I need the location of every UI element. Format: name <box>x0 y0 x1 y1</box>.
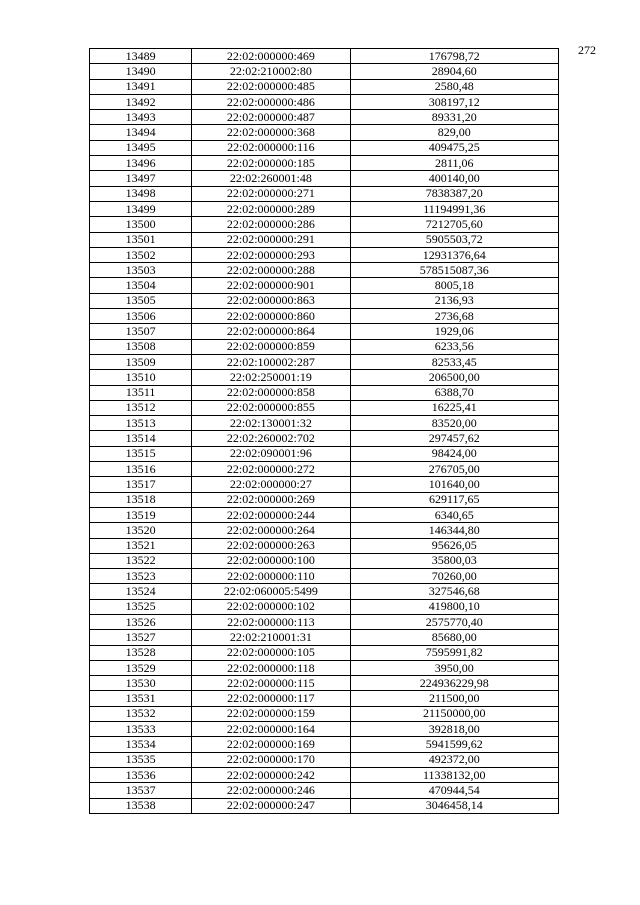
cadastral-number-cell: 22:02:000000:858 <box>192 385 350 400</box>
cadastral-number-cell: 22:02:000000:263 <box>192 538 350 553</box>
row-number-cell: 13499 <box>90 201 192 216</box>
row-number-cell: 13489 <box>90 49 192 64</box>
value-cell: 35800,03 <box>350 553 558 568</box>
value-cell: 327546,68 <box>350 584 558 599</box>
row-number-cell: 13508 <box>90 339 192 354</box>
table-row <box>90 446 559 461</box>
row-number-cell: 13498 <box>90 186 192 201</box>
table-row <box>90 462 559 477</box>
register-table <box>89 48 559 814</box>
table-row <box>90 660 559 675</box>
row-number-cell: 13535 <box>90 752 192 767</box>
cadastral-number-cell: 22:02:000000:113 <box>192 614 350 629</box>
cadastral-number-cell: 22:02:000000:185 <box>192 156 350 171</box>
value-cell: 83520,00 <box>350 416 558 431</box>
row-number-cell: 13517 <box>90 477 192 492</box>
row-number-cell: 13495 <box>90 140 192 155</box>
table-row <box>90 140 559 155</box>
row-number-cell: 13491 <box>90 79 192 94</box>
value-cell: 2811,06 <box>350 156 558 171</box>
value-cell: 3046458,14 <box>350 798 558 813</box>
cadastral-number-cell: 22:02:000000:170 <box>192 752 350 767</box>
cadastral-number-cell: 22:02:000000:115 <box>192 676 350 691</box>
value-cell: 95626,05 <box>350 538 558 553</box>
table-row <box>90 538 559 553</box>
cadastral-number-cell: 22:02:250001:19 <box>192 370 350 385</box>
table-row <box>90 798 559 813</box>
row-number-cell: 13511 <box>90 385 192 400</box>
table-row <box>90 645 559 660</box>
row-number-cell: 13531 <box>90 691 192 706</box>
cadastral-number-cell: 22:02:260002:702 <box>192 431 350 446</box>
value-cell: 12931376,64 <box>350 247 558 262</box>
row-number-cell: 13502 <box>90 247 192 262</box>
value-cell: 6388,70 <box>350 385 558 400</box>
cadastral-number-cell: 22:02:000000:864 <box>192 324 350 339</box>
table-row <box>90 217 559 232</box>
cadastral-number-cell: 22:02:000000:901 <box>192 278 350 293</box>
table-row <box>90 110 559 125</box>
cadastral-number-cell: 22:02:000000:859 <box>192 339 350 354</box>
value-cell: 392818,00 <box>350 722 558 737</box>
table-row <box>90 752 559 767</box>
row-number-cell: 13492 <box>90 94 192 109</box>
row-number-cell: 13506 <box>90 309 192 324</box>
row-number-cell: 13534 <box>90 737 192 752</box>
cadastral-number-cell: 22:02:000000:244 <box>192 507 350 522</box>
value-cell: 21150000,00 <box>350 706 558 721</box>
table-row <box>90 385 559 400</box>
cadastral-number-cell: 22:02:000000:242 <box>192 767 350 782</box>
row-number-cell: 13533 <box>90 722 192 737</box>
cadastral-number-cell: 22:02:000000:100 <box>192 553 350 568</box>
table-row <box>90 247 559 262</box>
table-row <box>90 339 559 354</box>
value-cell: 70260,00 <box>350 569 558 584</box>
table-row <box>90 507 559 522</box>
value-cell: 6340,65 <box>350 507 558 522</box>
row-number-cell: 13513 <box>90 416 192 431</box>
table-row <box>90 354 559 369</box>
value-cell: 3950,00 <box>350 660 558 675</box>
cadastral-number-cell: 22:02:000000:102 <box>192 599 350 614</box>
row-number-cell: 13493 <box>90 110 192 125</box>
row-number-cell: 13524 <box>90 584 192 599</box>
row-number-cell: 13501 <box>90 232 192 247</box>
table-row <box>90 309 559 324</box>
cadastral-number-cell: 22:02:090001:96 <box>192 446 350 461</box>
cadastral-number-cell: 22:02:000000:487 <box>192 110 350 125</box>
cadastral-number-cell: 22:02:000000:485 <box>192 79 350 94</box>
value-cell: 7838387,20 <box>350 186 558 201</box>
cadastral-number-cell: 22:02:000000:117 <box>192 691 350 706</box>
table-row <box>90 783 559 798</box>
table-row <box>90 232 559 247</box>
table-row <box>90 293 559 308</box>
page-number: 272 <box>578 43 596 57</box>
value-cell: 400140,00 <box>350 171 558 186</box>
table-row <box>90 630 559 645</box>
cadastral-number-cell: 22:02:000000:286 <box>192 217 350 232</box>
value-cell: 2580,48 <box>350 79 558 94</box>
cadastral-number-cell: 22:02:210001:31 <box>192 630 350 645</box>
row-number-cell: 13529 <box>90 660 192 675</box>
value-cell: 146344,80 <box>350 523 558 538</box>
value-cell: 419800,10 <box>350 599 558 614</box>
row-number-cell: 13516 <box>90 462 192 477</box>
row-number-cell: 13518 <box>90 492 192 507</box>
cadastral-number-cell: 22:02:000000:246 <box>192 783 350 798</box>
value-cell: 470944,54 <box>350 783 558 798</box>
value-cell: 11194991,36 <box>350 201 558 216</box>
cadastral-number-cell: 22:02:000000:289 <box>192 201 350 216</box>
cadastral-number-cell: 22:02:000000:269 <box>192 492 350 507</box>
table-row <box>90 278 559 293</box>
table-row <box>90 553 559 568</box>
table-row <box>90 569 559 584</box>
row-number-cell: 13538 <box>90 798 192 813</box>
table-row <box>90 201 559 216</box>
row-number-cell: 13514 <box>90 431 192 446</box>
value-cell: 276705,00 <box>350 462 558 477</box>
value-cell: 2736,68 <box>350 309 558 324</box>
table-row <box>90 263 559 278</box>
row-number-cell: 13503 <box>90 263 192 278</box>
table-row <box>90 400 559 415</box>
row-number-cell: 13504 <box>90 278 192 293</box>
row-number-cell: 13536 <box>90 767 192 782</box>
table-row <box>90 614 559 629</box>
cadastral-number-cell: 22:02:000000:105 <box>192 645 350 660</box>
cadastral-number-cell: 22:02:130001:32 <box>192 416 350 431</box>
row-number-cell: 13523 <box>90 569 192 584</box>
row-number-cell: 13507 <box>90 324 192 339</box>
cadastral-number-cell: 22:02:000000:469 <box>192 49 350 64</box>
row-number-cell: 13515 <box>90 446 192 461</box>
table-row <box>90 94 559 109</box>
table-row <box>90 676 559 691</box>
table-row <box>90 722 559 737</box>
cadastral-number-cell: 22:02:000000:293 <box>192 247 350 262</box>
table-row <box>90 431 559 446</box>
value-cell: 5941599,62 <box>350 737 558 752</box>
cadastral-number-cell: 22:02:260001:48 <box>192 171 350 186</box>
value-cell: 297457,62 <box>350 431 558 446</box>
row-number-cell: 13505 <box>90 293 192 308</box>
value-cell: 8005,18 <box>350 278 558 293</box>
cadastral-number-cell: 22:02:000000:164 <box>192 722 350 737</box>
row-number-cell: 13500 <box>90 217 192 232</box>
value-cell: 82533,45 <box>350 354 558 369</box>
table-row <box>90 64 559 79</box>
value-cell: 7212705,60 <box>350 217 558 232</box>
cadastral-number-cell: 22:02:000000:860 <box>192 309 350 324</box>
value-cell: 5905503,72 <box>350 232 558 247</box>
table-row <box>90 171 559 186</box>
value-cell: 829,00 <box>350 125 558 140</box>
value-cell: 409475,25 <box>350 140 558 155</box>
value-cell: 308197,12 <box>350 94 558 109</box>
cadastral-number-cell: 22:02:000000:288 <box>192 263 350 278</box>
table-row <box>90 186 559 201</box>
value-cell: 101640,00 <box>350 477 558 492</box>
row-number-cell: 13497 <box>90 171 192 186</box>
table-row <box>90 416 559 431</box>
value-cell: 85680,00 <box>350 630 558 645</box>
table-row <box>90 49 559 64</box>
table-row <box>90 79 559 94</box>
table-row <box>90 523 559 538</box>
value-cell: 7595991,82 <box>350 645 558 660</box>
table-row <box>90 370 559 385</box>
cadastral-number-cell: 22:02:000000:291 <box>192 232 350 247</box>
value-cell: 629117,65 <box>350 492 558 507</box>
row-number-cell: 13490 <box>90 64 192 79</box>
value-cell: 98424,00 <box>350 446 558 461</box>
value-cell: 11338132,00 <box>350 767 558 782</box>
value-cell: 492372,00 <box>350 752 558 767</box>
cadastral-number-cell: 22:02:000000:486 <box>192 94 350 109</box>
cadastral-number-cell: 22:02:000000:169 <box>192 737 350 752</box>
table-row <box>90 691 559 706</box>
table-row <box>90 492 559 507</box>
row-number-cell: 13530 <box>90 676 192 691</box>
value-cell: 89331,20 <box>350 110 558 125</box>
row-number-cell: 13496 <box>90 156 192 171</box>
table-row <box>90 706 559 721</box>
value-cell: 16225,41 <box>350 400 558 415</box>
cadastral-number-cell: 22:02:060005:5499 <box>192 584 350 599</box>
value-cell: 1929,06 <box>350 324 558 339</box>
value-cell: 224936229,98 <box>350 676 558 691</box>
value-cell: 2575770,40 <box>350 614 558 629</box>
cadastral-number-cell: 22:02:000000:264 <box>192 523 350 538</box>
row-number-cell: 13522 <box>90 553 192 568</box>
row-number-cell: 13537 <box>90 783 192 798</box>
table-row <box>90 156 559 171</box>
cadastral-number-cell: 22:02:000000:27 <box>192 477 350 492</box>
cadastral-number-cell: 22:02:000000:855 <box>192 400 350 415</box>
row-number-cell: 13527 <box>90 630 192 645</box>
cadastral-number-cell: 22:02:000000:159 <box>192 706 350 721</box>
row-number-cell: 13512 <box>90 400 192 415</box>
value-cell: 2136,93 <box>350 293 558 308</box>
register-table-body <box>90 49 559 814</box>
table-row <box>90 477 559 492</box>
row-number-cell: 13521 <box>90 538 192 553</box>
table-row <box>90 737 559 752</box>
row-number-cell: 13519 <box>90 507 192 522</box>
value-cell: 28904,60 <box>350 64 558 79</box>
value-cell: 206500,00 <box>350 370 558 385</box>
cadastral-number-cell: 22:02:000000:116 <box>192 140 350 155</box>
row-number-cell: 13510 <box>90 370 192 385</box>
value-cell: 211500,00 <box>350 691 558 706</box>
row-number-cell: 13526 <box>90 614 192 629</box>
row-number-cell: 13494 <box>90 125 192 140</box>
cadastral-number-cell: 22:02:000000:272 <box>192 462 350 477</box>
row-number-cell: 13520 <box>90 523 192 538</box>
table-row <box>90 767 559 782</box>
cadastral-number-cell: 22:02:000000:271 <box>192 186 350 201</box>
value-cell: 578515087,36 <box>350 263 558 278</box>
table-row <box>90 584 559 599</box>
table-row <box>90 599 559 614</box>
row-number-cell: 13509 <box>90 354 192 369</box>
cadastral-number-cell: 22:02:100002:287 <box>192 354 350 369</box>
row-number-cell: 13525 <box>90 599 192 614</box>
value-cell: 176798,72 <box>350 49 558 64</box>
row-number-cell: 13532 <box>90 706 192 721</box>
cadastral-number-cell: 22:02:000000:110 <box>192 569 350 584</box>
row-number-cell: 13528 <box>90 645 192 660</box>
table-row <box>90 125 559 140</box>
cadastral-number-cell: 22:02:210002:80 <box>192 64 350 79</box>
value-cell: 6233,56 <box>350 339 558 354</box>
cadastral-number-cell: 22:02:000000:247 <box>192 798 350 813</box>
cadastral-number-cell: 22:02:000000:118 <box>192 660 350 675</box>
cadastral-number-cell: 22:02:000000:863 <box>192 293 350 308</box>
cadastral-number-cell: 22:02:000000:368 <box>192 125 350 140</box>
table-row <box>90 324 559 339</box>
